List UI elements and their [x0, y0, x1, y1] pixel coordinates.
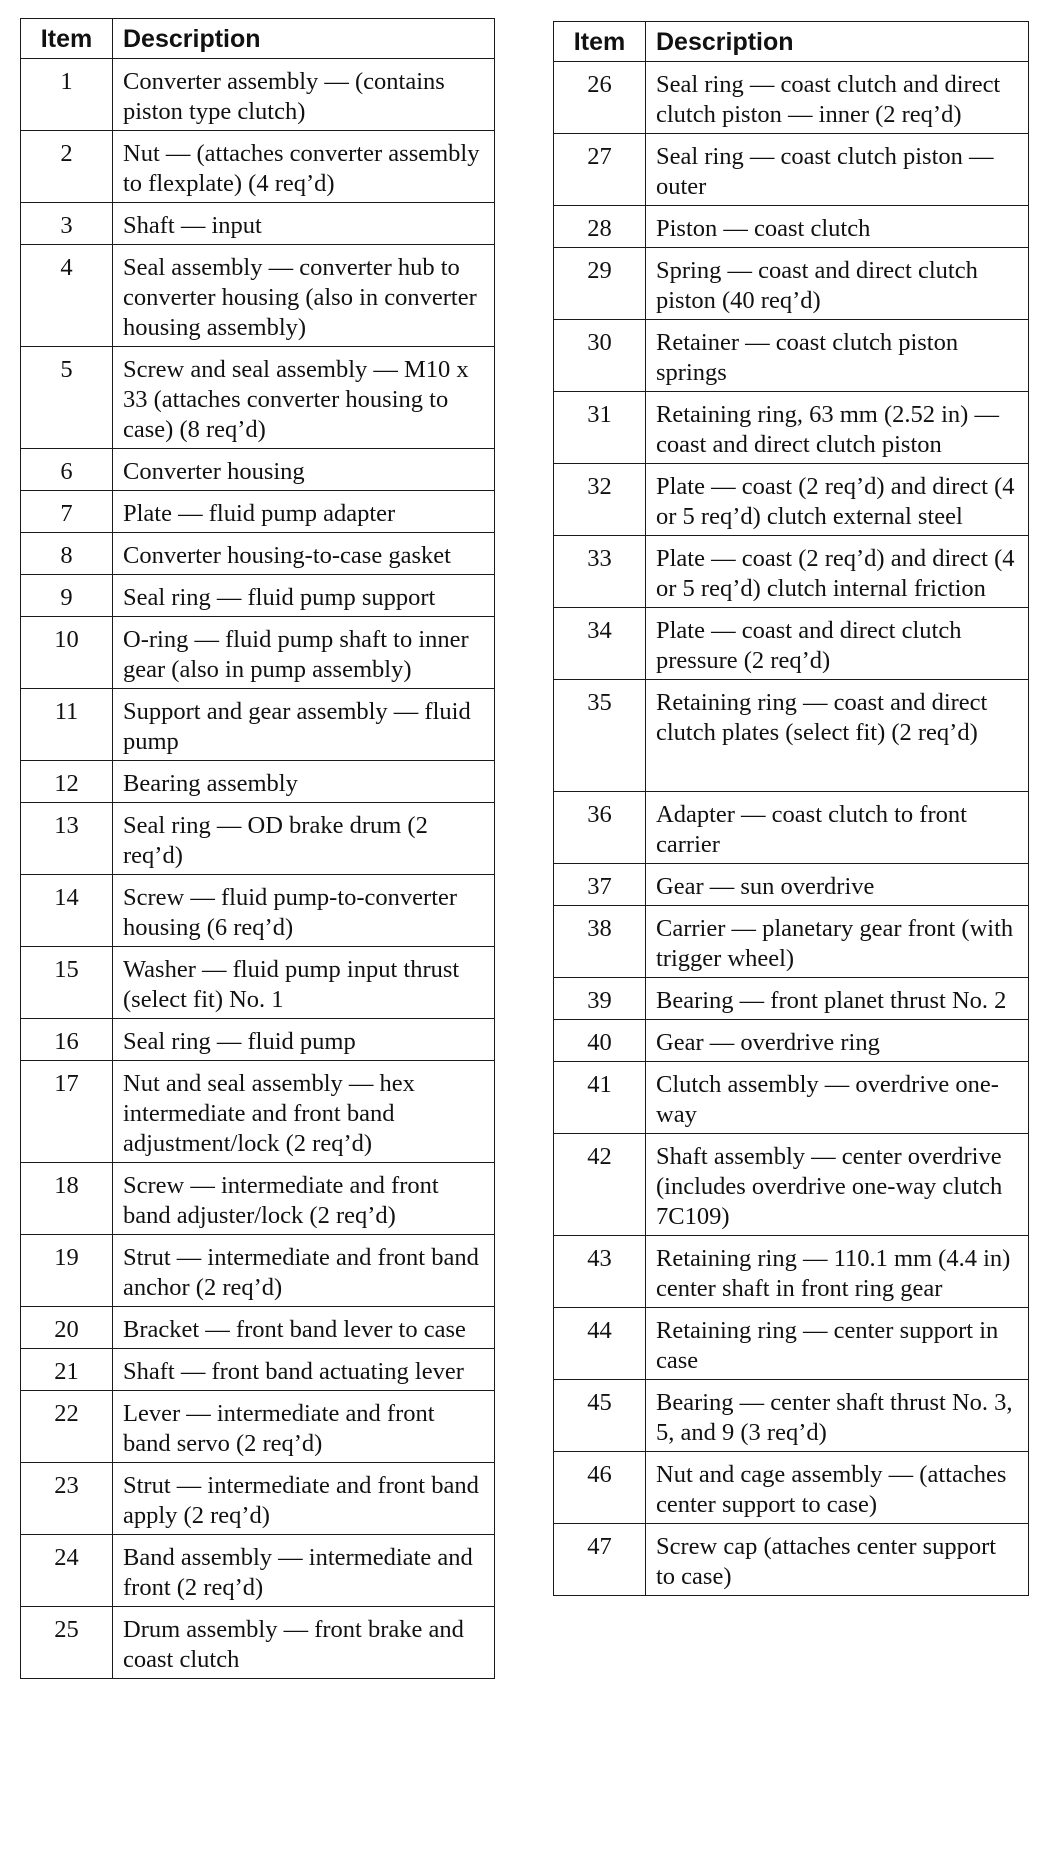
item-number: 26	[554, 62, 646, 134]
item-number: 5	[21, 347, 113, 449]
table-row	[554, 248, 1029, 320]
item-description: Bearing assembly	[113, 761, 495, 803]
item-description: Gear — overdrive ring	[646, 1020, 1029, 1062]
item-number: 6	[21, 449, 113, 491]
item-number: 19	[21, 1235, 113, 1307]
description-column-header: Description	[646, 22, 1029, 62]
item-number: 24	[21, 1535, 113, 1607]
table-row	[21, 1535, 495, 1607]
item-description: Screw and seal assembly — M10 x 33 (attaches converter housing to case) (8 req’d)	[113, 347, 495, 449]
item-description: Bracket — front band lever to case	[113, 1307, 495, 1349]
item-description: Strut — intermediate and front band anchor (2 req’d)	[113, 1235, 495, 1307]
header-row	[21, 19, 495, 59]
item-description: Screw — intermediate and front band adjuster/lock (2 req’d)	[113, 1163, 495, 1235]
table-row	[21, 245, 495, 347]
item-number: 30	[554, 320, 646, 392]
item-number: 9	[21, 575, 113, 617]
table-row	[21, 947, 495, 1019]
item-description: Bearing — front planet thrust No. 2	[646, 978, 1029, 1020]
item-description: Converter housing-to-case gasket	[113, 533, 495, 575]
table-row	[554, 1452, 1029, 1524]
item-number: 36	[554, 792, 646, 864]
table-row	[21, 203, 495, 245]
item-description: Plate — coast (2 req’d) and direct (4 or 5 req’d) clutch internal friction	[646, 536, 1029, 608]
item-description: Support and gear assembly — fluid pump	[113, 689, 495, 761]
item-description: Band assembly — intermediate and front (2 req’d)	[113, 1535, 495, 1607]
table-row	[21, 1235, 495, 1307]
item-number: 40	[554, 1020, 646, 1062]
item-description: Nut — (attaches converter assembly to flexplate) (4 req’d)	[113, 131, 495, 203]
table-row	[21, 1391, 495, 1463]
item-number: 20	[21, 1307, 113, 1349]
table-row	[554, 134, 1029, 206]
item-number: 42	[554, 1134, 646, 1236]
item-number: 44	[554, 1308, 646, 1380]
item-description: Seal ring — coast clutch piston — outer	[646, 134, 1029, 206]
item-number: 41	[554, 1062, 646, 1134]
table-row	[21, 1463, 495, 1535]
table-row	[554, 1308, 1029, 1380]
item-number: 21	[21, 1349, 113, 1391]
table-row	[554, 392, 1029, 464]
table-row	[21, 1607, 495, 1679]
item-number: 1	[21, 59, 113, 131]
item-number: 34	[554, 608, 646, 680]
item-description: Screw — fluid pump-to-converter housing (6 req’d)	[113, 875, 495, 947]
item-description: Screw cap (attaches center support to case)	[646, 1524, 1029, 1596]
item-description: Drum assembly — front brake and coast clutch	[113, 1607, 495, 1679]
table-row	[21, 875, 495, 947]
item-number: 3	[21, 203, 113, 245]
item-description: Converter housing	[113, 449, 495, 491]
item-number: 15	[21, 947, 113, 1019]
table-row	[21, 803, 495, 875]
item-description: Retaining ring, 63 mm (2.52 in) — coast and direct clutch piston	[646, 392, 1029, 464]
item-number: 16	[21, 1019, 113, 1061]
item-description: Nut and cage assembly — (attaches center support to case)	[646, 1452, 1029, 1524]
table-row	[21, 1307, 495, 1349]
item-number: 27	[554, 134, 646, 206]
item-number: 23	[21, 1463, 113, 1535]
table-row	[554, 62, 1029, 134]
item-number: 25	[21, 1607, 113, 1679]
item-description: Seal ring — coast clutch and direct clutch piston — inner (2 req’d)	[646, 62, 1029, 134]
item-description: Retainer — coast clutch piston springs	[646, 320, 1029, 392]
item-column-header: Item	[21, 19, 113, 59]
item-number: 7	[21, 491, 113, 533]
item-description: Bearing — center shaft thrust No. 3, 5, and 9 (3 req’d)	[646, 1380, 1029, 1452]
item-description: Converter assembly — (contains piston type clutch)	[113, 59, 495, 131]
table-row	[21, 1163, 495, 1235]
table-row	[554, 906, 1029, 978]
item-description: Retaining ring — 110.1 mm (4.4 in) center shaft in front ring gear	[646, 1236, 1029, 1308]
table-row	[554, 206, 1029, 248]
item-description: Seal assembly — converter hub to converter housing (also in converter housing assembly)	[113, 245, 495, 347]
item-description: Carrier — planetary gear front (with trigger wheel)	[646, 906, 1029, 978]
parts-list-left	[21, 59, 495, 1679]
item-description: Seal ring — OD brake drum (2 req’d)	[113, 803, 495, 875]
item-description: Lever — intermediate and front band servo (2 req’d)	[113, 1391, 495, 1463]
item-number: 8	[21, 533, 113, 575]
item-number: 47	[554, 1524, 646, 1596]
table-row	[554, 1020, 1029, 1062]
item-number: 11	[21, 689, 113, 761]
item-description: Seal ring — fluid pump	[113, 1019, 495, 1061]
item-description: Adapter — coast clutch to front carrier	[646, 792, 1029, 864]
table-row	[554, 536, 1029, 608]
table-row	[21, 449, 495, 491]
table-row	[554, 1524, 1029, 1596]
table-row	[554, 1236, 1029, 1308]
table-row	[554, 864, 1029, 906]
parts-table-left	[20, 18, 495, 1679]
table-row	[554, 1134, 1029, 1236]
table-row	[554, 464, 1029, 536]
item-description: Shaft — input	[113, 203, 495, 245]
table-row	[554, 680, 1029, 792]
item-number: 35	[554, 680, 646, 792]
item-number: 22	[21, 1391, 113, 1463]
item-number: 29	[554, 248, 646, 320]
item-description: O-ring — fluid pump shaft to inner gear (also in pump assembly)	[113, 617, 495, 689]
item-description: Shaft — front band actuating lever	[113, 1349, 495, 1391]
item-number: 28	[554, 206, 646, 248]
item-column-header: Item	[554, 22, 646, 62]
item-description: Plate — fluid pump adapter	[113, 491, 495, 533]
item-number: 43	[554, 1236, 646, 1308]
item-number: 17	[21, 1061, 113, 1163]
item-description: Plate — coast and direct clutch pressure (2 req’d)	[646, 608, 1029, 680]
table-row	[21, 617, 495, 689]
description-column-header: Description	[113, 19, 495, 59]
item-description: Clutch assembly — overdrive one-way	[646, 1062, 1029, 1134]
item-number: 38	[554, 906, 646, 978]
item-number: 10	[21, 617, 113, 689]
table-row	[21, 533, 495, 575]
item-number: 4	[21, 245, 113, 347]
item-number: 32	[554, 464, 646, 536]
table-row	[21, 1349, 495, 1391]
item-description: Seal ring — fluid pump support	[113, 575, 495, 617]
item-description: Retaining ring — center support in case	[646, 1308, 1029, 1380]
item-number: 2	[21, 131, 113, 203]
table-row	[554, 1380, 1029, 1452]
table-row	[554, 608, 1029, 680]
item-description: Spring — coast and direct clutch piston (40 req’d)	[646, 248, 1029, 320]
table-row	[21, 131, 495, 203]
item-description: Piston — coast clutch	[646, 206, 1029, 248]
item-number: 37	[554, 864, 646, 906]
item-description: Retaining ring — coast and direct clutch plates (select fit) (2 req’d)	[646, 680, 1029, 792]
item-number: 18	[21, 1163, 113, 1235]
item-number: 33	[554, 536, 646, 608]
table-row	[21, 1061, 495, 1163]
table-row	[21, 575, 495, 617]
item-description: Strut — intermediate and front band apply (2 req’d)	[113, 1463, 495, 1535]
item-number: 39	[554, 978, 646, 1020]
table-row	[21, 59, 495, 131]
item-number: 45	[554, 1380, 646, 1452]
item-number: 14	[21, 875, 113, 947]
table-row	[21, 689, 495, 761]
item-number: 31	[554, 392, 646, 464]
item-description: Shaft assembly — center overdrive (includes overdrive one-way clutch 7C109)	[646, 1134, 1029, 1236]
table-row	[554, 792, 1029, 864]
item-number: 46	[554, 1452, 646, 1524]
table-row	[554, 1062, 1029, 1134]
item-description: Nut and seal assembly — hex intermediate and front band adjustment/lock (2 req’d)	[113, 1061, 495, 1163]
table-row	[21, 761, 495, 803]
table-row	[554, 320, 1029, 392]
item-description: Plate — coast (2 req’d) and direct (4 or 5 req’d) clutch external steel	[646, 464, 1029, 536]
item-number: 12	[21, 761, 113, 803]
parts-table-right	[553, 21, 1029, 1596]
table-row	[21, 347, 495, 449]
table-row	[21, 491, 495, 533]
parts-list-right	[554, 62, 1029, 1596]
item-number: 13	[21, 803, 113, 875]
table-row	[554, 978, 1029, 1020]
header-row	[554, 22, 1029, 62]
item-description: Gear — sun overdrive	[646, 864, 1029, 906]
item-description: Washer — fluid pump input thrust (select fit) No. 1	[113, 947, 495, 1019]
table-row	[21, 1019, 495, 1061]
